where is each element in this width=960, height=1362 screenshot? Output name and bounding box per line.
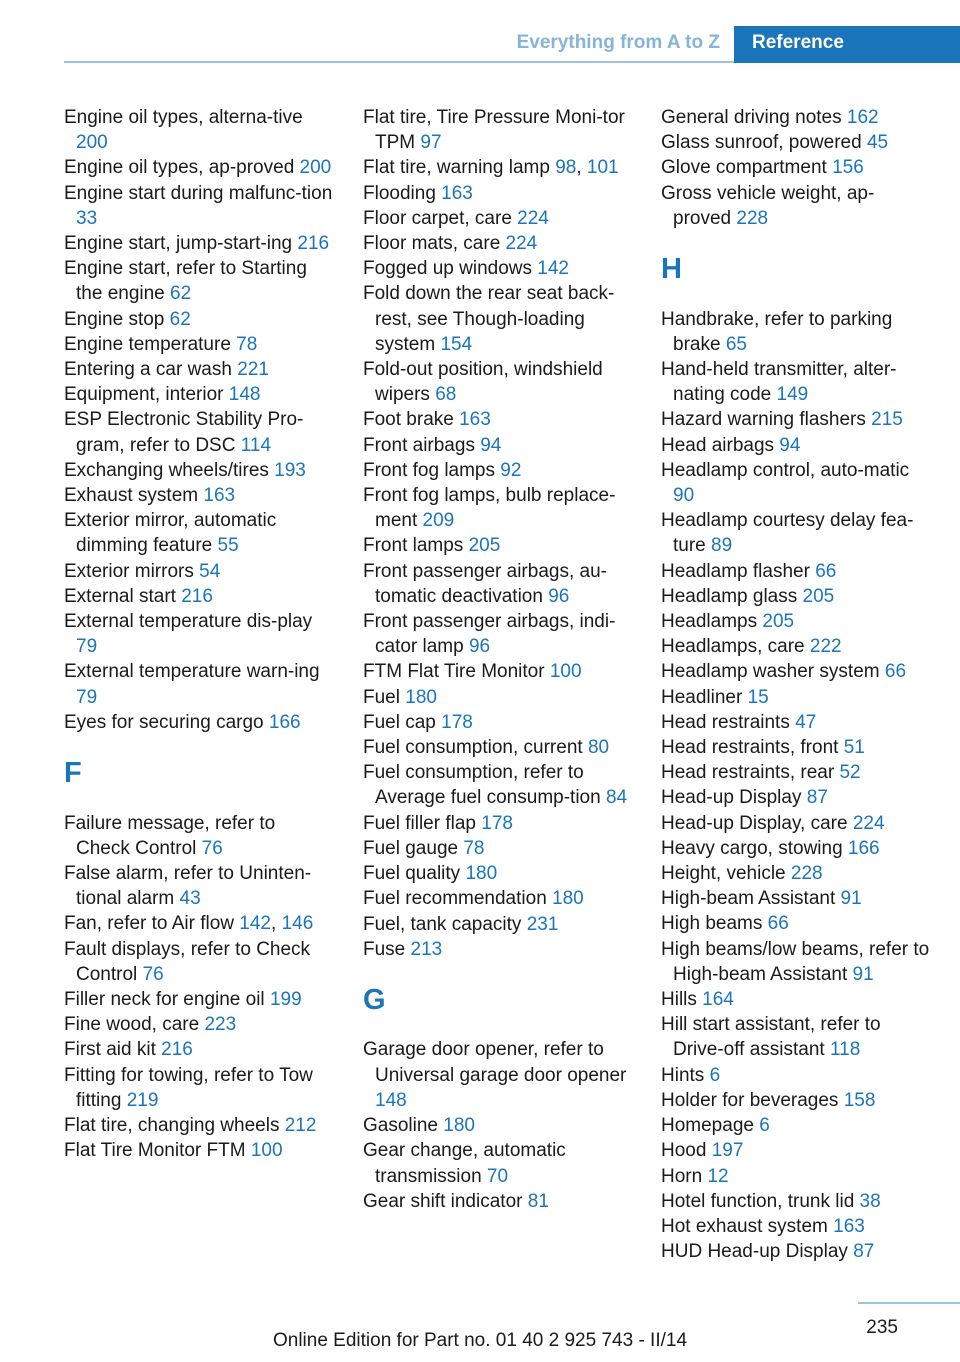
page-link[interactable]: 199 — [269, 989, 302, 1011]
page-link[interactable]: 70 — [486, 1165, 509, 1187]
page-link[interactable]: 231 — [526, 913, 559, 935]
index-term: Head restraints, rear — [661, 762, 840, 784]
index-entry — [661, 155, 931, 180]
reference-tab: Reference — [734, 26, 960, 63]
index-term: Engine temperature — [64, 333, 237, 355]
index-entry — [661, 659, 931, 684]
index-entry — [661, 458, 931, 508]
index-entry — [661, 1113, 931, 1138]
index-entry — [64, 937, 334, 987]
page-link[interactable]: 166 — [268, 711, 301, 733]
index-entry — [363, 206, 633, 231]
page-link[interactable]: 118 — [829, 1039, 861, 1061]
page-separator: , — [576, 157, 587, 179]
page-link[interactable]: 98 — [555, 157, 577, 179]
index-entry — [64, 307, 334, 332]
edition-footer: Online Edition for Part no. 01 40 2 925 743 - II/14 — [272, 1330, 688, 1351]
index-entry — [64, 1063, 334, 1113]
page-link[interactable]: 65 — [725, 333, 747, 355]
index-term: Exhaust system — [64, 485, 204, 507]
index-entry — [363, 609, 633, 659]
index-term: Fuel, tank capacity — [363, 913, 527, 935]
index-term: False alarm, refer to Uninten‐tional alarm — [64, 863, 312, 910]
page-link[interactable]: 193 — [274, 459, 306, 481]
index-entry — [64, 710, 334, 735]
index-entry — [64, 155, 334, 180]
index-entry — [64, 1113, 334, 1138]
index-entry — [661, 1012, 931, 1062]
page-link[interactable]: 91 — [840, 888, 862, 910]
index-entry — [363, 710, 633, 735]
page-link[interactable]: 97 — [420, 132, 442, 154]
index-term: Gear shift indicator — [363, 1190, 528, 1212]
page-link[interactable]: 224 — [517, 207, 549, 229]
index-term: Fuel gauge — [363, 837, 464, 859]
index-term: Gasoline — [363, 1115, 444, 1137]
index-entry — [661, 886, 931, 911]
index-term: Exterior mirrors — [64, 560, 200, 582]
index-term: Front passenger airbags, indi‐cator lamp — [363, 611, 616, 658]
page-link[interactable]: 158 — [843, 1089, 876, 1111]
page-link[interactable]: 180 — [552, 888, 584, 910]
index-term: Holder for beverages — [661, 1089, 844, 1111]
index-entry — [363, 256, 633, 281]
index-entry — [64, 332, 334, 357]
page-link[interactable]: 81 — [527, 1190, 549, 1212]
index-term: Head restraints, front — [661, 737, 844, 759]
index-entry — [363, 155, 633, 180]
index-term: Entering a car wash — [64, 359, 238, 381]
page-link[interactable]: 219 — [126, 1089, 159, 1111]
index-entry — [363, 836, 633, 861]
page-link[interactable]: 163 — [203, 485, 236, 507]
index-entry — [64, 861, 334, 911]
index-entry — [661, 1189, 931, 1214]
page-link[interactable]: 91 — [852, 963, 874, 985]
index-entry — [661, 685, 931, 710]
index-term: Engine start during malfunc‐tion — [64, 182, 333, 204]
index-term: Head restraints — [661, 711, 796, 733]
page-link[interactable]: 213 — [410, 938, 443, 960]
index-term: Fuel — [363, 686, 406, 708]
page-link[interactable]: 142 — [537, 258, 569, 280]
page-link[interactable]: 180 — [443, 1115, 475, 1137]
index-entry — [64, 987, 334, 1012]
index-entry — [64, 483, 334, 508]
index-entry — [661, 105, 931, 130]
index-term: Hazard warning flashers — [661, 409, 872, 431]
footer-rule — [858, 1302, 960, 1304]
index-entry — [661, 1239, 931, 1264]
page-link[interactable]: 163 — [459, 409, 491, 431]
index-entry — [363, 912, 633, 937]
index-term: Fine wood, care — [64, 1014, 205, 1036]
index-term: Garage door opener, refer to Universal garage door opener — [363, 1039, 627, 1086]
index-term: Exchanging wheels/tires — [64, 459, 275, 481]
index-term: ESP Electronic Stability Pro‐gram, refer to DSC — [64, 409, 304, 456]
index-entry — [363, 533, 633, 558]
index-term: Fitting for towing, refer to Tow fitting — [64, 1064, 313, 1111]
index-term: Head airbags — [661, 434, 780, 456]
index-entry — [661, 559, 931, 584]
index-term: Headlamp courtesy delay fea‐ture — [661, 510, 914, 557]
index-term: Fuse — [363, 938, 411, 960]
index-term: Headlamp flasher — [661, 560, 816, 582]
page-link[interactable]: 205 — [802, 585, 835, 607]
index-entry — [64, 811, 334, 861]
index-entry — [363, 886, 633, 911]
index-entry — [64, 382, 334, 407]
index-entry — [363, 1138, 633, 1188]
page-link[interactable]: 68 — [435, 384, 457, 406]
index-entry — [661, 634, 931, 659]
page-link[interactable]: 154 — [440, 333, 473, 355]
index-term: Engine stop — [64, 308, 170, 330]
page-link[interactable]: 178 — [441, 711, 473, 733]
index-entry — [363, 735, 633, 760]
index-entry — [363, 458, 633, 483]
page-link[interactable]: 216 — [297, 233, 330, 255]
index-term: Horn — [661, 1165, 708, 1187]
page-link[interactable]: 15 — [747, 686, 769, 708]
page-link[interactable]: 92 — [500, 459, 522, 481]
page-link[interactable]: 224 — [505, 233, 538, 255]
index-term: Floor carpet, care — [363, 207, 518, 229]
index-entry — [363, 760, 633, 810]
index-term: Equipment, interior — [64, 384, 229, 406]
index-entry — [661, 1088, 931, 1113]
index-entry — [363, 937, 633, 962]
index-entry — [363, 559, 633, 609]
index-term: Headliner — [661, 686, 748, 708]
page-link[interactable]: 79 — [76, 686, 98, 708]
page-link[interactable]: 205 — [762, 611, 795, 633]
index-term: Glass sunroof, powered — [661, 132, 867, 154]
index-entry — [64, 105, 334, 155]
index-term: Fogged up windows — [363, 258, 538, 280]
page-link[interactable]: 228 — [736, 207, 769, 229]
page-link[interactable]: 146 — [281, 913, 314, 935]
page-link[interactable]: 62 — [170, 283, 192, 305]
page-link[interactable]: 200 — [76, 132, 108, 154]
page-link[interactable]: 96 — [548, 585, 570, 607]
index-letter-heading: H — [661, 252, 682, 285]
index-entry — [661, 433, 931, 458]
page-link[interactable]: 78 — [463, 837, 485, 859]
page-link[interactable]: 45 — [866, 132, 889, 154]
index-entry — [661, 861, 931, 886]
page-link[interactable]: 12 — [707, 1165, 729, 1187]
page-link[interactable]: 94 — [480, 434, 502, 456]
index-term: First aid kit — [64, 1039, 162, 1061]
index-entry — [661, 735, 931, 760]
page-link[interactable]: 163 — [441, 182, 473, 204]
index-term: High-beam Assistant — [661, 888, 841, 910]
page-link[interactable]: 178 — [481, 812, 513, 834]
page-link[interactable]: 223 — [204, 1014, 237, 1036]
page-link[interactable]: 228 — [790, 863, 823, 885]
page-link[interactable]: 142 — [239, 913, 271, 935]
page-link[interactable]: 100 — [250, 1140, 283, 1162]
page-link[interactable]: 114 — [240, 434, 272, 456]
page-link[interactable]: 6 — [759, 1115, 770, 1137]
index-term: Heavy cargo, stowing — [661, 837, 848, 859]
index-column-3 — [661, 105, 931, 1264]
index-entry — [363, 1113, 633, 1138]
index-entry — [363, 231, 633, 256]
page-link[interactable]: 76 — [142, 963, 164, 985]
index-entry — [64, 911, 334, 936]
page-link[interactable]: 76 — [201, 837, 223, 859]
index-entry — [64, 1138, 334, 1163]
index-entry — [363, 281, 633, 357]
index-term: Hood — [661, 1140, 712, 1162]
page-link[interactable]: 197 — [711, 1140, 744, 1162]
index-entry — [64, 357, 334, 382]
index-entry — [363, 811, 633, 836]
index-entry — [64, 407, 334, 457]
page-link[interactable]: 209 — [422, 510, 455, 532]
page-link[interactable]: 156 — [832, 157, 864, 179]
page-link[interactable]: 33 — [76, 207, 98, 229]
index-term: HUD Head-up Display — [661, 1241, 854, 1263]
page-link[interactable]: 79 — [76, 636, 98, 658]
page-link[interactable]: 180 — [465, 863, 498, 885]
page-link[interactable]: 62 — [169, 308, 191, 330]
index-entry — [64, 559, 334, 584]
index-entry — [64, 458, 334, 483]
index-term: Headlamp washer system — [661, 661, 885, 683]
index-term: Floor mats, care — [363, 233, 506, 255]
index-term: Fuel filler flap — [363, 812, 482, 834]
index-entry — [661, 760, 931, 785]
index-entry — [363, 685, 633, 710]
index-term: Homepage — [661, 1115, 760, 1137]
page-link[interactable]: 43 — [179, 888, 201, 910]
page-link[interactable]: 94 — [779, 434, 801, 456]
page-link[interactable]: 66 — [884, 661, 907, 683]
index-entry — [363, 357, 633, 407]
page-link[interactable]: 221 — [237, 359, 269, 381]
index-entry — [64, 256, 334, 306]
index-entry — [363, 433, 633, 458]
index-entry — [363, 861, 633, 886]
page-number: 235 — [866, 1317, 898, 1338]
index-entry — [661, 1138, 931, 1163]
index-term: High beams — [661, 913, 768, 935]
index-term: Fault displays, refer to Check Control — [64, 938, 311, 985]
index-term: Eyes for securing cargo — [64, 711, 269, 733]
index-letter-heading: F — [64, 756, 82, 789]
index-entry — [64, 508, 334, 558]
index-term: Fuel consumption, refer to Average fuel consump‐tion — [363, 762, 606, 809]
index-entry — [363, 407, 633, 432]
index-entry — [64, 181, 334, 231]
index-entry — [64, 1012, 334, 1037]
index-entry — [661, 130, 931, 155]
page-link[interactable]: 80 — [587, 737, 610, 759]
index-term: General driving notes — [661, 107, 847, 128]
page-link[interactable]: 87 — [806, 787, 828, 809]
section-title: Everything from A to Z — [516, 32, 720, 53]
index-entry — [661, 1164, 931, 1189]
index-term: External start — [64, 585, 182, 607]
page-link[interactable]: 52 — [839, 762, 861, 784]
index-term: Hills — [661, 989, 703, 1011]
index-term: Fan, refer to Air flow — [64, 913, 240, 935]
index-entry — [661, 836, 931, 861]
index-column-2 — [363, 105, 633, 1214]
index-term: Engine oil types, alterna‐tive — [64, 107, 303, 128]
page-link[interactable]: 38 — [859, 1190, 881, 1212]
index-term: Gear change, automatic transmission — [363, 1140, 566, 1187]
page-link[interactable]: 101 — [586, 157, 619, 179]
index-term: Headlamp glass — [661, 585, 803, 607]
index-entry — [661, 609, 931, 634]
page-link[interactable]: 54 — [199, 560, 221, 582]
page-link[interactable]: 100 — [549, 661, 582, 683]
page-link[interactable]: 216 — [161, 1039, 193, 1061]
index-entry — [363, 483, 633, 533]
index-term: High beams/low beams, refer to High-beam Assistant — [661, 938, 930, 985]
index-entry — [661, 508, 931, 558]
index-term: Front airbags — [363, 434, 481, 456]
index-term: Front passenger airbags, au‐tomatic deactivation — [363, 560, 607, 607]
index-entry — [661, 584, 931, 609]
page-link[interactable]: 89 — [711, 535, 733, 557]
index-term: Handbrake, refer to parking brake — [661, 308, 893, 355]
index-term: Foot brake — [363, 409, 460, 431]
page-link[interactable]: 212 — [284, 1115, 317, 1137]
index-entry — [661, 911, 931, 936]
index-entry — [661, 407, 931, 432]
index-entry — [661, 307, 931, 357]
index-entry — [363, 659, 633, 684]
index-term: Fuel cap — [363, 711, 442, 733]
page-link[interactable]: 216 — [181, 585, 213, 607]
index-entry — [64, 584, 334, 609]
index-term: Hand-held transmitter, alter‐nating code — [661, 359, 897, 406]
index-entry — [661, 1063, 931, 1088]
index-term: Headlamp control, auto‐matic — [661, 459, 910, 481]
index-entry — [661, 937, 931, 987]
index-term: Failure message, refer to Check Control — [64, 812, 276, 859]
index-term: External temperature warn‐ing — [64, 661, 320, 683]
index-term: Fold down the rear seat back‐rest, see Though-loading system — [363, 283, 615, 355]
page-link[interactable]: 163 — [833, 1215, 865, 1237]
index-letter-heading: G — [363, 983, 386, 1016]
index-entry — [64, 609, 334, 659]
page-link[interactable]: 180 — [405, 686, 437, 708]
index-entry — [661, 357, 931, 407]
index-entry — [661, 710, 931, 735]
page-link[interactable]: 78 — [236, 333, 258, 355]
page-link[interactable]: 200 — [299, 157, 332, 179]
page-link[interactable]: 222 — [809, 636, 842, 658]
page-link[interactable]: 224 — [852, 812, 885, 834]
page-link[interactable]: 66 — [815, 560, 837, 582]
index-term: Front fog lamps, bulb replace‐ment — [363, 485, 616, 532]
index-term: Flat tire, Tire Pressure Moni‐tor TPM — [363, 107, 625, 154]
page-link[interactable]: 149 — [776, 384, 809, 406]
page-link[interactable]: 215 — [871, 409, 903, 431]
page-link[interactable]: 166 — [847, 837, 880, 859]
index-term: Headlamps, care — [661, 636, 810, 658]
index-entry — [661, 785, 931, 810]
page-link[interactable]: 55 — [217, 535, 239, 557]
index-term: Engine start, refer to Starting the engine — [64, 258, 307, 305]
index-term: Hints — [661, 1064, 710, 1086]
page-link[interactable]: 87 — [853, 1241, 875, 1263]
index-term: Hot exhaust system — [661, 1215, 834, 1237]
index-term: Hotel function, trunk lid — [661, 1190, 860, 1212]
index-entry — [661, 181, 931, 231]
index-entry — [661, 987, 931, 1012]
page-link[interactable]: 84 — [605, 787, 628, 809]
index-term: Head-up Display — [661, 787, 807, 809]
index-term: Flat Tire Monitor FTM — [64, 1140, 251, 1162]
index-term: Engine oil types, ap‐proved — [64, 157, 300, 179]
index-term: Fuel quality — [363, 863, 466, 885]
index-term: Front lamps — [363, 535, 469, 557]
index-term: Filler neck for engine oil — [64, 989, 270, 1011]
page-link[interactable]: 148 — [228, 384, 261, 406]
index-term: Fold-out position, windshield wipers — [363, 359, 603, 406]
page-link[interactable]: 205 — [468, 535, 501, 557]
index-term: Flat tire, warning lamp — [363, 157, 556, 179]
page-link[interactable]: 47 — [795, 711, 817, 733]
page-link[interactable]: 6 — [709, 1064, 721, 1086]
index-entry — [363, 1189, 633, 1214]
index-column-1 — [64, 105, 334, 1164]
page-separator: , — [271, 913, 282, 935]
index-term: Front fog lamps — [363, 459, 501, 481]
index-term: Height, vehicle — [661, 863, 791, 885]
index-term: Hill start assistant, refer to Drive-off assistant — [661, 1014, 881, 1061]
index-term: Exterior mirror, automatic dimming feature — [64, 510, 277, 557]
index-entry — [64, 231, 334, 256]
index-term: FTM Flat Tire Monitor — [363, 661, 550, 683]
page-link[interactable]: 164 — [702, 989, 734, 1011]
page-link[interactable]: 66 — [767, 913, 789, 935]
index-term: Head-up Display, care — [661, 812, 853, 834]
page-link[interactable]: 90 — [673, 485, 695, 507]
page-link[interactable]: 96 — [468, 636, 491, 658]
index-entry — [64, 659, 334, 709]
page-link[interactable]: 51 — [843, 737, 865, 759]
page-header — [64, 26, 960, 62]
index-entry — [363, 105, 633, 155]
index-term: Engine start, jump-start‐ing — [64, 233, 298, 255]
index-term: Glove compartment — [661, 157, 833, 179]
index-term: Headlamps — [661, 611, 763, 633]
index-term: External temperature dis‐play — [64, 611, 313, 633]
index-term: Fuel consumption, current — [363, 737, 588, 759]
index-entry — [363, 181, 633, 206]
index-term: Gross vehicle weight, ap‐proved — [661, 182, 875, 229]
index-entry — [363, 1037, 633, 1113]
index-term: Flooding — [363, 182, 442, 204]
page-link[interactable]: 162 — [846, 107, 879, 128]
page-link[interactable]: 148 — [375, 1089, 407, 1111]
index-entry — [661, 1214, 931, 1239]
index-term: Flat tire, changing wheels — [64, 1115, 285, 1137]
index-entry — [661, 811, 931, 836]
index-entry — [64, 1037, 334, 1062]
index-term: Fuel recommendation — [363, 888, 553, 910]
